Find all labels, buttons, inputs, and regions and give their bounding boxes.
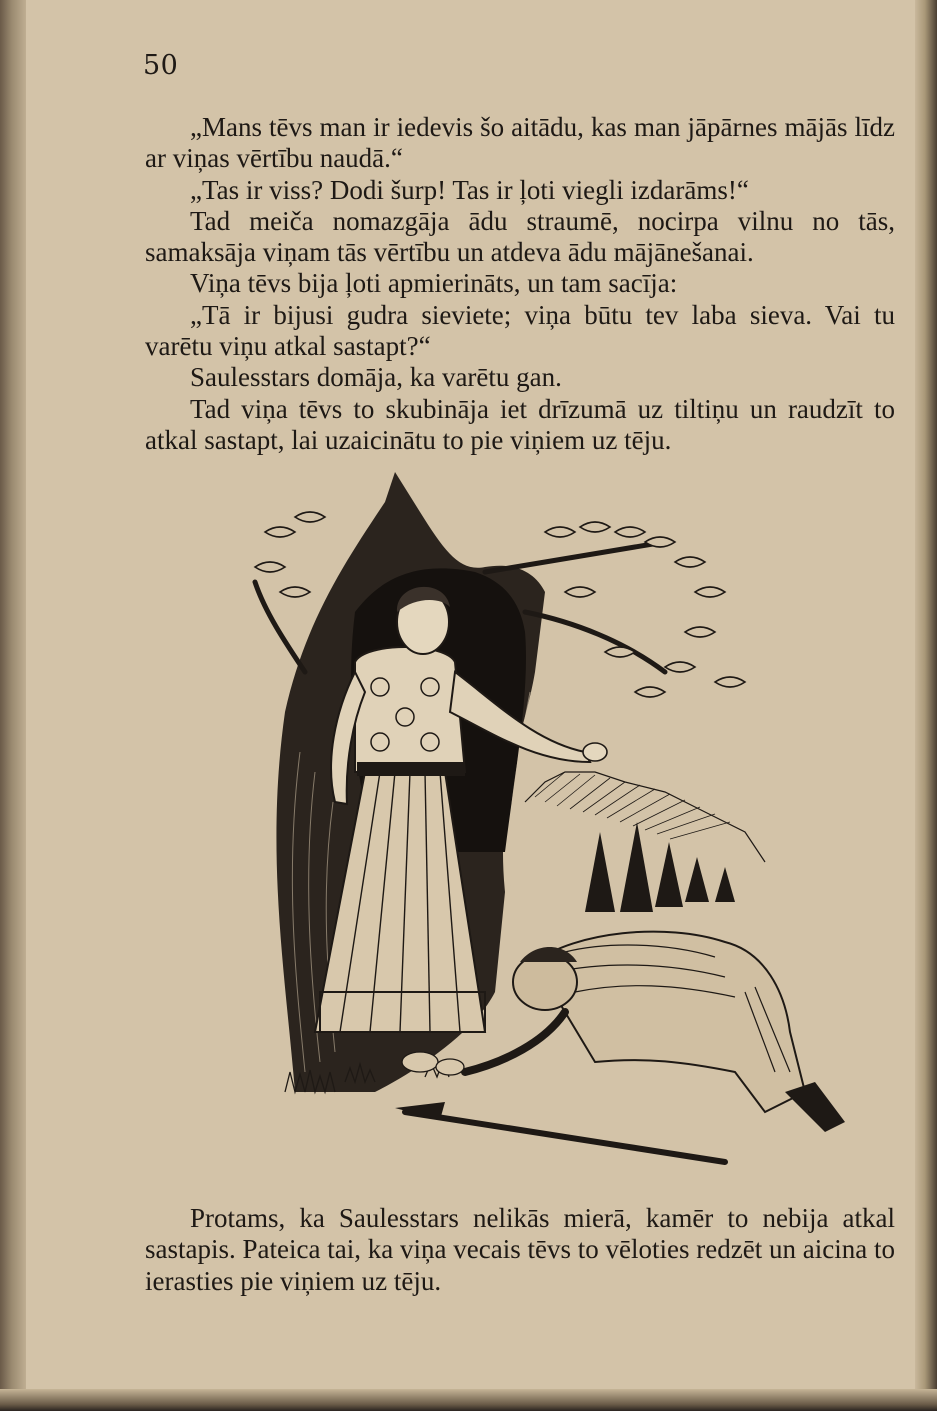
woodcut-illustration	[245, 472, 905, 1167]
paragraph-4: Viņa tēvs bija ļoti apmierināts, un tam sacīja:	[190, 268, 678, 299]
paragraph-1: „Mans tēvs man ir iedevis šo aitādu, kas man jāpārnes mājās līdz ar viņas vērtību naudā.“	[145, 112, 895, 174]
page-edge-right	[915, 0, 937, 1411]
page-edge-bottom	[0, 1389, 937, 1411]
paragraph-5: „Tā ir bijusi gudra sieviete; viņa būtu tev laba sieva. Vai tu varētu viņu atkal sastapt?“	[145, 299, 895, 362]
paragraph-7: Tad viņa tēvs to skubināja iet drīzumā uz tiltiņu un raudzīt to atkal sastapt, lai uzaicinātu to pie viņiem uz tēju.	[145, 393, 895, 455]
top-text-block	[145, 112, 895, 456]
paragraph-3: Tad meiča nomazgāja ādu straumē, nocirpa vilnu no tās, samaksāja viņam tās vērtību un atdeva ādu mājānešanai.	[145, 205, 895, 268]
paragraph-8: Protams, ka Saulesstars nelikās mierā, kamēr to nebija atkal sastapis. Pateica tai, ka viņa vecais tēvs to vēloties redzēt un aicina to ierasties pie viņiem uz tēju.	[145, 1203, 895, 1296]
page-number: 50	[143, 50, 179, 81]
paragraph-6: Saulesstars domāja, ka varētu gan.	[190, 362, 562, 393]
background-forest	[525, 772, 765, 912]
paragraph-2: „Tas ir viss? Dodi šurp! Tas ir ļoti viegli izdarāms!“	[190, 174, 749, 205]
book-spine-shadow	[0, 0, 26, 1411]
bottom-text-block	[145, 1203, 895, 1297]
